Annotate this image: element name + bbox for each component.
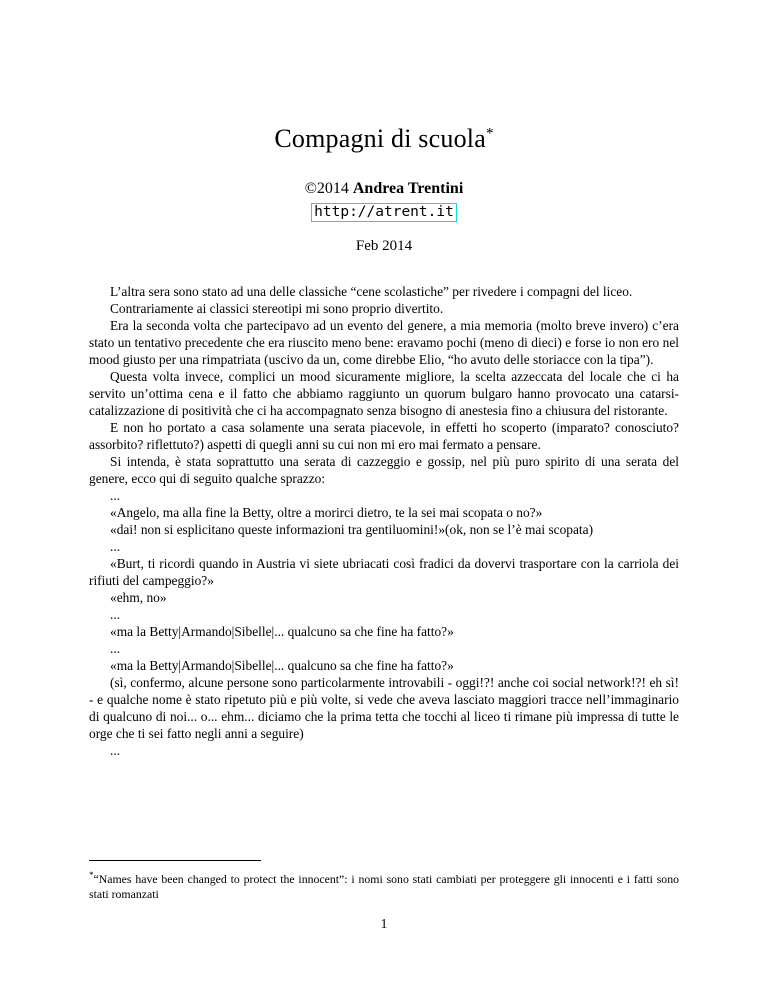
paragraph: «ehm, no» <box>110 590 167 606</box>
paragraph: ... <box>110 488 121 504</box>
paragraph: L’altra sera sono stato ad una delle classiche “cene scolastiche” per rivedere i compagni del liceo. <box>110 284 633 300</box>
link-url[interactable]: http://atrent.it <box>311 203 457 222</box>
footnote-text: “Names have been changed to protect the innocent”: i nomi sono stati cambiati per proteggere gli innocenti e i fatti sono stati romanzati <box>89 871 679 902</box>
paragraph: «ma la Betty|Armando|Sibelle|... qualcuno sa che fine ha fatto?» <box>110 658 454 674</box>
document-footer <box>89 860 679 932</box>
date-line: Feb 2014 <box>355 238 413 255</box>
paragraph: ... <box>110 539 121 555</box>
paragraph: Contrariamente ai classici stereotipi mi sono proprio divertito. <box>110 301 444 317</box>
paragraph: «Burt, ti ricordi quando in Austria vi siete ubriacati così fradici da dovervi trasportare con la carriola dei rifiuti del campeggio?» <box>89 556 679 589</box>
paragraph: ... <box>110 607 121 623</box>
page-title <box>0 124 768 154</box>
page-title-text: Compagni di scuola <box>274 124 486 153</box>
paragraph: Si intenda, è stata soprattutto una serata di cazzeggio e gossip, nel più puro spirito di una serata del genere, ecco qui di seguito qualche sprazzo: <box>89 454 679 487</box>
page-number: 1 <box>380 915 388 931</box>
footnote-marker: * <box>89 870 94 880</box>
paragraph: E non ho portato a casa solamente una serata piacevole, in effetti ho scoperto (imparato? conosciuto? assorbito? riflettuto?) aspetti di quegli anni su cui non mi ero mai fermato a pensare. <box>89 420 679 453</box>
paragraph: «ma la Betty|Armando|Sibelle|... qualcuno sa che fine ha fatto?» <box>110 624 454 640</box>
paragraph: ... <box>110 743 121 759</box>
copyright-text: ©2014 <box>304 180 349 197</box>
paragraph: (sì, confermo, alcune persone sono particolarmente introvabili - oggi!?! anche coi social network!?! eh sì! - e qualche nome è stato ripetuto più e più volte, si vede che aveva lasciato maggiori tracce nell’immaginario di qualcuno di noi... o... ehm... diciamo che la prima tetta che tocchi al liceo ti rimane più impressa di tutte le orge che ti sei fatto negli anni a seguire) <box>89 675 679 742</box>
paragraph: «Angelo, ma alla fine la Betty, oltre a morirci dietro, te la sei mai scopata o no?» <box>110 505 543 521</box>
paragraph: Era la seconda volta che partecipavo ad un evento del genere, a mia memoria (molto breve invero) c’era stato un tentativo precedente che era riuscito meno bene: eravamo pochi (meno di dieci) e forse io non ero nel mood giusto per una rimpatriata (uscivo da un, come direbbe Elio, “ho avuto delle storiacce con la tipa”). <box>89 318 679 368</box>
footnote <box>89 868 679 903</box>
paragraph: «dai! non si esplicitano queste informazioni tra gentiluomini!»(ok, non se l’è mai scopata) <box>110 522 594 538</box>
title-footnote-marker: * <box>485 125 494 142</box>
paragraph: ... <box>110 641 121 657</box>
author-name: Andrea Trentini <box>352 180 464 197</box>
document-body <box>89 283 679 759</box>
author-line <box>0 180 768 198</box>
footnote-rule <box>89 860 261 861</box>
document-header <box>0 0 768 255</box>
link-line <box>0 203 768 222</box>
paragraph: Questa volta invece, complici un mood sicuramente migliore, la scelta azzeccata del locale che ci ha servito un’ottima cena e il fatto che abbiamo raggiunto un quorum bulgaro hanno provocato una catarsi-catalizzazione di positività che ci ha accompagnato senza bisogno di anestesia fino a chiusura del ristorante. <box>89 369 679 419</box>
